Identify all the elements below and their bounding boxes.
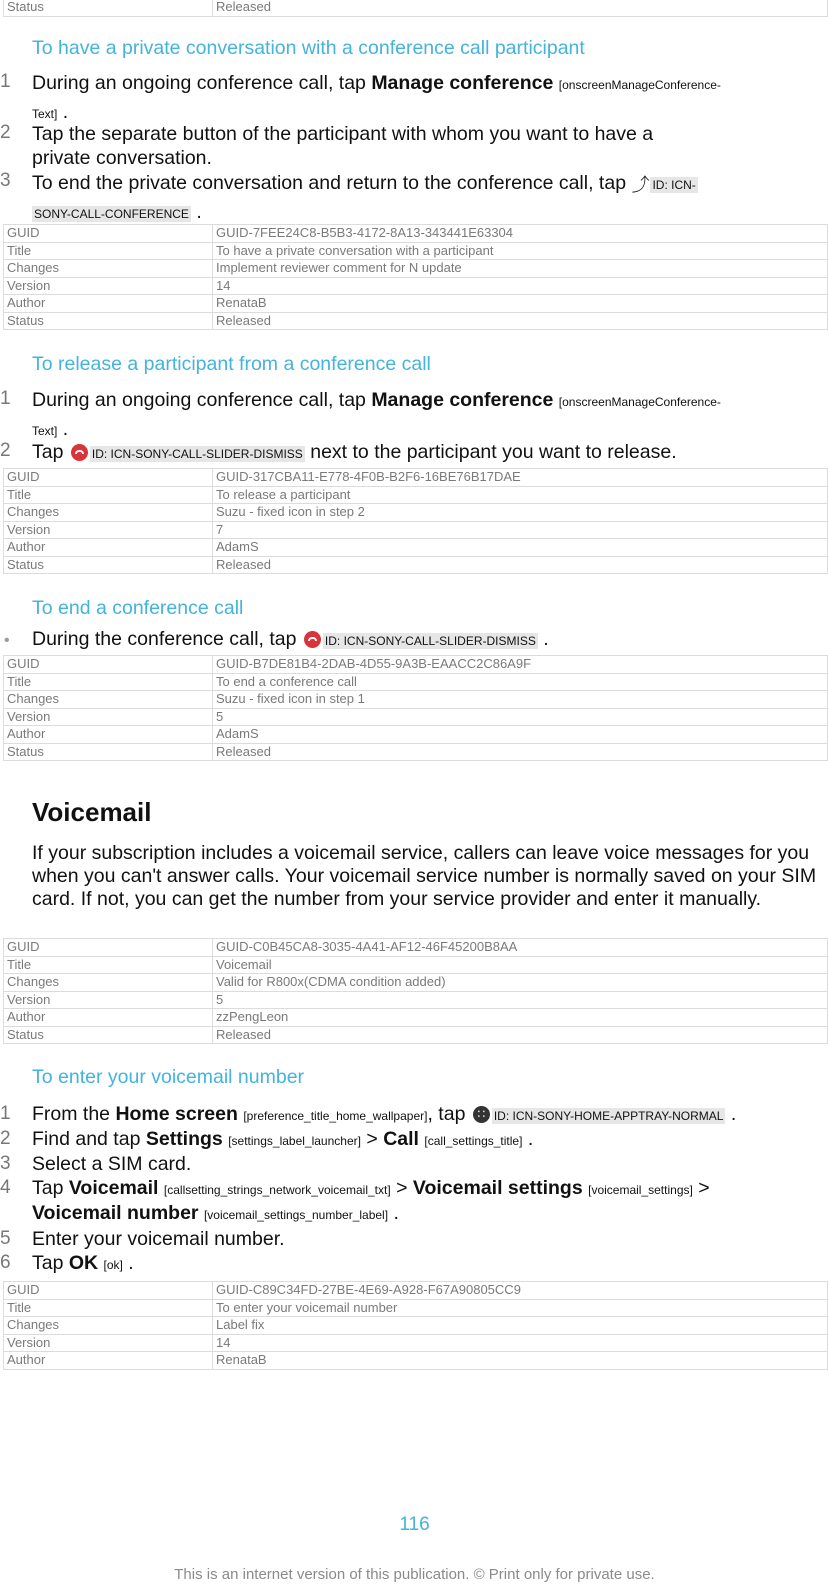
step-text bbox=[32, 1252, 134, 1275]
metadata-table-top bbox=[3, 0, 828, 17]
step-text-part: . bbox=[62, 101, 69, 123]
meta-key: Version bbox=[4, 708, 213, 726]
metadata-table bbox=[3, 938, 828, 1044]
meta-value: Released bbox=[213, 1026, 828, 1044]
meta-key: Changes bbox=[4, 260, 213, 278]
section-heading-end-conference: To end a conference call bbox=[32, 597, 244, 619]
meta-key: Changes bbox=[4, 974, 213, 992]
step-number: 6 bbox=[0, 1252, 11, 1273]
string-id-tag: [voicemail_settings] bbox=[588, 1183, 693, 1197]
string-id-tag: Text] bbox=[32, 424, 58, 438]
step-text-continuation bbox=[32, 101, 68, 124]
ui-label-home-screen: Home screen bbox=[115, 1103, 238, 1125]
step-text bbox=[32, 72, 721, 95]
step-text bbox=[32, 1128, 533, 1151]
meta-value: AdamS bbox=[213, 726, 828, 744]
meta-value: 7 bbox=[213, 521, 828, 539]
meta-value: 5 bbox=[213, 991, 828, 1009]
table-row bbox=[4, 521, 828, 539]
meta-key: Changes bbox=[4, 504, 213, 522]
step-text-part: . bbox=[62, 418, 69, 440]
icon-id-tag: ID: ICN-SONY-CALL-SLIDER-DISMISS bbox=[91, 447, 303, 461]
meta-value: 14 bbox=[213, 277, 828, 295]
step-text-part: From the bbox=[32, 1103, 116, 1125]
meta-key: GUID bbox=[4, 1282, 213, 1300]
step-text bbox=[32, 628, 549, 651]
meta-key: Author bbox=[4, 539, 213, 557]
step-text-continuation: private conversation. bbox=[32, 147, 212, 169]
table-row bbox=[4, 991, 828, 1009]
step-text bbox=[32, 389, 721, 412]
meta-value: To end a conference call bbox=[213, 673, 828, 691]
table-row bbox=[4, 939, 828, 957]
meta-value: To enter your voicemail number bbox=[213, 1299, 828, 1317]
meta-key: Title bbox=[4, 486, 213, 504]
meta-key: Changes bbox=[4, 1317, 213, 1335]
meta-key: Author bbox=[4, 295, 213, 313]
meta-key: Author bbox=[4, 726, 213, 744]
meta-value: RenataB bbox=[213, 295, 828, 313]
step-text-part: . bbox=[128, 1252, 134, 1274]
call-merge-icon: ⤴ bbox=[631, 175, 650, 196]
table-row bbox=[4, 1026, 828, 1044]
meta-value: Voicemail bbox=[213, 956, 828, 974]
string-id-tag: [ok] bbox=[103, 1258, 123, 1272]
table-row bbox=[4, 469, 828, 487]
page-number: 116 bbox=[399, 1514, 430, 1535]
string-id-tag: Text] bbox=[32, 107, 58, 121]
step-number: 5 bbox=[0, 1228, 11, 1249]
meta-key: Status bbox=[4, 312, 213, 330]
path-separator: > bbox=[698, 1177, 710, 1199]
step-text-part: Tap bbox=[32, 441, 64, 463]
meta-value: GUID-317CBA11-E778-4F0B-B2F6-16BE76B17DAE bbox=[213, 469, 828, 487]
step-number: 1 bbox=[0, 388, 11, 409]
step-number: 2 bbox=[0, 122, 11, 143]
ui-label-voicemail-settings: Voicemail settings bbox=[412, 1177, 583, 1199]
table-row bbox=[4, 974, 828, 992]
step-text-part: . bbox=[730, 1103, 737, 1125]
end-call-icon bbox=[304, 631, 321, 648]
table-row bbox=[4, 242, 828, 260]
meta-key: GUID bbox=[4, 225, 213, 243]
string-id-tag: [onscreenManageConference- bbox=[558, 78, 721, 92]
string-id-tag: [callsetting_strings_network_voicemail_txt] bbox=[163, 1183, 391, 1197]
meta-value: 5 bbox=[213, 708, 828, 726]
step-text-continuation bbox=[32, 1202, 399, 1225]
meta-key: Author bbox=[4, 1352, 213, 1370]
step-number: 1 bbox=[0, 71, 11, 92]
table-row bbox=[4, 1334, 828, 1352]
step-text: Select a SIM card. bbox=[32, 1153, 192, 1175]
icon-id-tag: SONY-CALL-CONFERENCE bbox=[34, 207, 189, 221]
table-row bbox=[4, 708, 828, 726]
bullet: • bbox=[4, 632, 10, 649]
string-id-tag: [call_settings_title] bbox=[424, 1134, 523, 1148]
meta-key: GUID bbox=[4, 939, 213, 957]
ui-label-ok: OK bbox=[68, 1252, 99, 1274]
meta-value: Suzu - fixed icon in step 2 bbox=[213, 504, 828, 522]
meta-key: Version bbox=[4, 277, 213, 295]
meta-value: Valid for R800x(CDMA condition added) bbox=[213, 974, 828, 992]
path-separator: > bbox=[366, 1128, 378, 1150]
meta-key: Status bbox=[4, 1026, 213, 1044]
section-heading-enter-voicemail-number: To enter your voicemail number bbox=[32, 1066, 305, 1088]
table-row bbox=[4, 1299, 828, 1317]
voicemail-paragraph: If your subscription includes a voicemail service, callers can leave voice messages for you when you can't answer calls. Your voicemail service number is normally saved on your SIM card. If not, you can get the number from your service provider and enter it manually. bbox=[32, 842, 817, 910]
step-text-part: Tap bbox=[32, 1177, 69, 1199]
meta-value: Label fix bbox=[213, 1317, 828, 1335]
meta-key: Status bbox=[4, 556, 213, 574]
meta-key: GUID bbox=[4, 656, 213, 674]
step-text bbox=[32, 441, 677, 464]
meta-value: Suzu - fixed icon in step 1 bbox=[213, 691, 828, 709]
table-row bbox=[4, 225, 828, 243]
step-text bbox=[32, 1177, 710, 1200]
table-row bbox=[4, 504, 828, 522]
step-text-part: , tap bbox=[427, 1103, 466, 1125]
string-id-tag: [settings_label_launcher] bbox=[228, 1134, 361, 1148]
meta-key: Title bbox=[4, 956, 213, 974]
meta-key: Version bbox=[4, 521, 213, 539]
meta-key: Status bbox=[4, 743, 213, 761]
meta-key: Version bbox=[4, 1334, 213, 1352]
meta-value: GUID-7FEE24C8-B5B3-4172-8A13-343441E63304 bbox=[213, 225, 828, 243]
meta-key: Changes bbox=[4, 691, 213, 709]
string-id-tag: [preference_title_home_wallpaper] bbox=[243, 1109, 428, 1123]
step-text-part: next to the participant you want to release. bbox=[310, 441, 677, 463]
page-title-voicemail: Voicemail bbox=[32, 797, 152, 827]
table-row bbox=[4, 673, 828, 691]
table-row bbox=[4, 1317, 828, 1335]
meta-value: GUID-C89C34FD-27BE-4E69-A928-F67A90805CC9 bbox=[213, 1282, 828, 1300]
metadata-table bbox=[3, 1281, 828, 1370]
icon-id-tag: ID: ICN- bbox=[652, 178, 696, 192]
path-separator: > bbox=[396, 1177, 408, 1199]
step-text-part: Find and tap bbox=[32, 1128, 146, 1150]
metadata-table bbox=[3, 468, 828, 574]
table-row bbox=[4, 1282, 828, 1300]
table-row bbox=[4, 1352, 828, 1370]
meta-key: Title bbox=[4, 242, 213, 260]
step-text-part: . bbox=[543, 628, 549, 650]
meta-value: Released bbox=[213, 556, 828, 574]
icon-id-tag: ID: ICN-SONY-CALL-SLIDER-DISMISS bbox=[324, 634, 536, 648]
meta-value: 14 bbox=[213, 1334, 828, 1352]
table-row bbox=[4, 691, 828, 709]
table-row bbox=[4, 295, 828, 313]
table-row bbox=[4, 486, 828, 504]
step-text bbox=[32, 171, 698, 197]
step-text-part: To end the private conversation and return to the conference call, tap bbox=[32, 172, 627, 194]
table-row bbox=[4, 0, 828, 16]
step-text-continuation bbox=[32, 418, 68, 441]
ui-label-manage-conference: Manage conference bbox=[371, 72, 554, 94]
meta-value: To release a participant bbox=[213, 486, 828, 504]
string-id-tag: [onscreenManageConference- bbox=[558, 395, 721, 409]
ui-label-voicemail: Voicemail bbox=[68, 1177, 159, 1199]
meta-value: AdamS bbox=[213, 539, 828, 557]
ui-label-voicemail-number: Voicemail number bbox=[32, 1202, 199, 1224]
table-row bbox=[4, 656, 828, 674]
meta-value: zzPengLeon bbox=[213, 1009, 828, 1027]
meta-key: Author bbox=[4, 1009, 213, 1027]
step-text-part: . bbox=[196, 201, 202, 223]
meta-key: GUID bbox=[4, 469, 213, 487]
meta-value: Implement reviewer comment for N update bbox=[213, 260, 828, 278]
meta-value: GUID-C0B45CA8-3035-4A41-AF12-46F45200B8AA bbox=[213, 939, 828, 957]
app-tray-icon bbox=[473, 1106, 490, 1123]
metadata-table bbox=[3, 224, 828, 330]
table-row bbox=[4, 260, 828, 278]
footer-note: This is an internet version of this publication. © Print only for private use. bbox=[174, 1566, 655, 1583]
step-text bbox=[32, 1103, 736, 1126]
meta-key: Version bbox=[4, 991, 213, 1009]
step-text-part: Tap bbox=[32, 1252, 69, 1274]
step-text-part: During an ongoing conference call, tap bbox=[32, 389, 372, 411]
step-text-part: During an ongoing conference call, tap bbox=[32, 72, 372, 94]
section-heading-release-participant: To release a participant from a conference call bbox=[32, 353, 431, 375]
step-number: 2 bbox=[0, 1128, 11, 1149]
step-text: Tap the separate button of the participant with whom you want to have a bbox=[32, 123, 654, 145]
ui-label-settings: Settings bbox=[145, 1128, 223, 1150]
table-row bbox=[4, 1009, 828, 1027]
step-number: 2 bbox=[0, 440, 11, 461]
table-row bbox=[4, 956, 828, 974]
string-id-tag: [voicemail_settings_number_label] bbox=[203, 1208, 389, 1222]
table-row bbox=[4, 539, 828, 557]
table-row bbox=[4, 726, 828, 744]
meta-value: To have a private conversation with a participant bbox=[213, 242, 828, 260]
ui-label-manage-conference: Manage conference bbox=[371, 389, 554, 411]
step-text-part: . bbox=[527, 1128, 534, 1150]
step-number: 4 bbox=[0, 1177, 11, 1198]
step-text: Enter your voicemail number. bbox=[32, 1228, 285, 1250]
ui-label-call: Call bbox=[383, 1128, 419, 1150]
icon-id-tag: ID: ICN-SONY-HOME-APPTRAY-NORMAL bbox=[493, 1109, 724, 1123]
table-row bbox=[4, 743, 828, 761]
step-text-part: During the conference call, tap bbox=[32, 628, 297, 650]
step-text-part: . bbox=[393, 1202, 399, 1224]
end-call-icon bbox=[71, 444, 88, 461]
meta-key: Title bbox=[4, 1299, 213, 1317]
section-heading-private-conversation: To have a private conversation with a conference call participant bbox=[32, 37, 585, 59]
meta-value: GUID-B7DE81B4-2DAB-4D55-9A3B-EAACC2C86A9F bbox=[213, 656, 828, 674]
table-row bbox=[4, 556, 828, 574]
meta-value: Released bbox=[213, 0, 828, 16]
step-number: 3 bbox=[0, 1153, 11, 1174]
meta-value: Released bbox=[213, 743, 828, 761]
step-number: 1 bbox=[0, 1103, 11, 1124]
meta-key: Title bbox=[4, 673, 213, 691]
step-text-continuation bbox=[32, 201, 202, 224]
meta-key: Status bbox=[4, 0, 213, 16]
table-row bbox=[4, 312, 828, 330]
step-number: 3 bbox=[0, 170, 11, 191]
meta-value: Released bbox=[213, 312, 828, 330]
meta-value: RenataB bbox=[213, 1352, 828, 1370]
table-row bbox=[4, 277, 828, 295]
metadata-table bbox=[3, 655, 828, 761]
